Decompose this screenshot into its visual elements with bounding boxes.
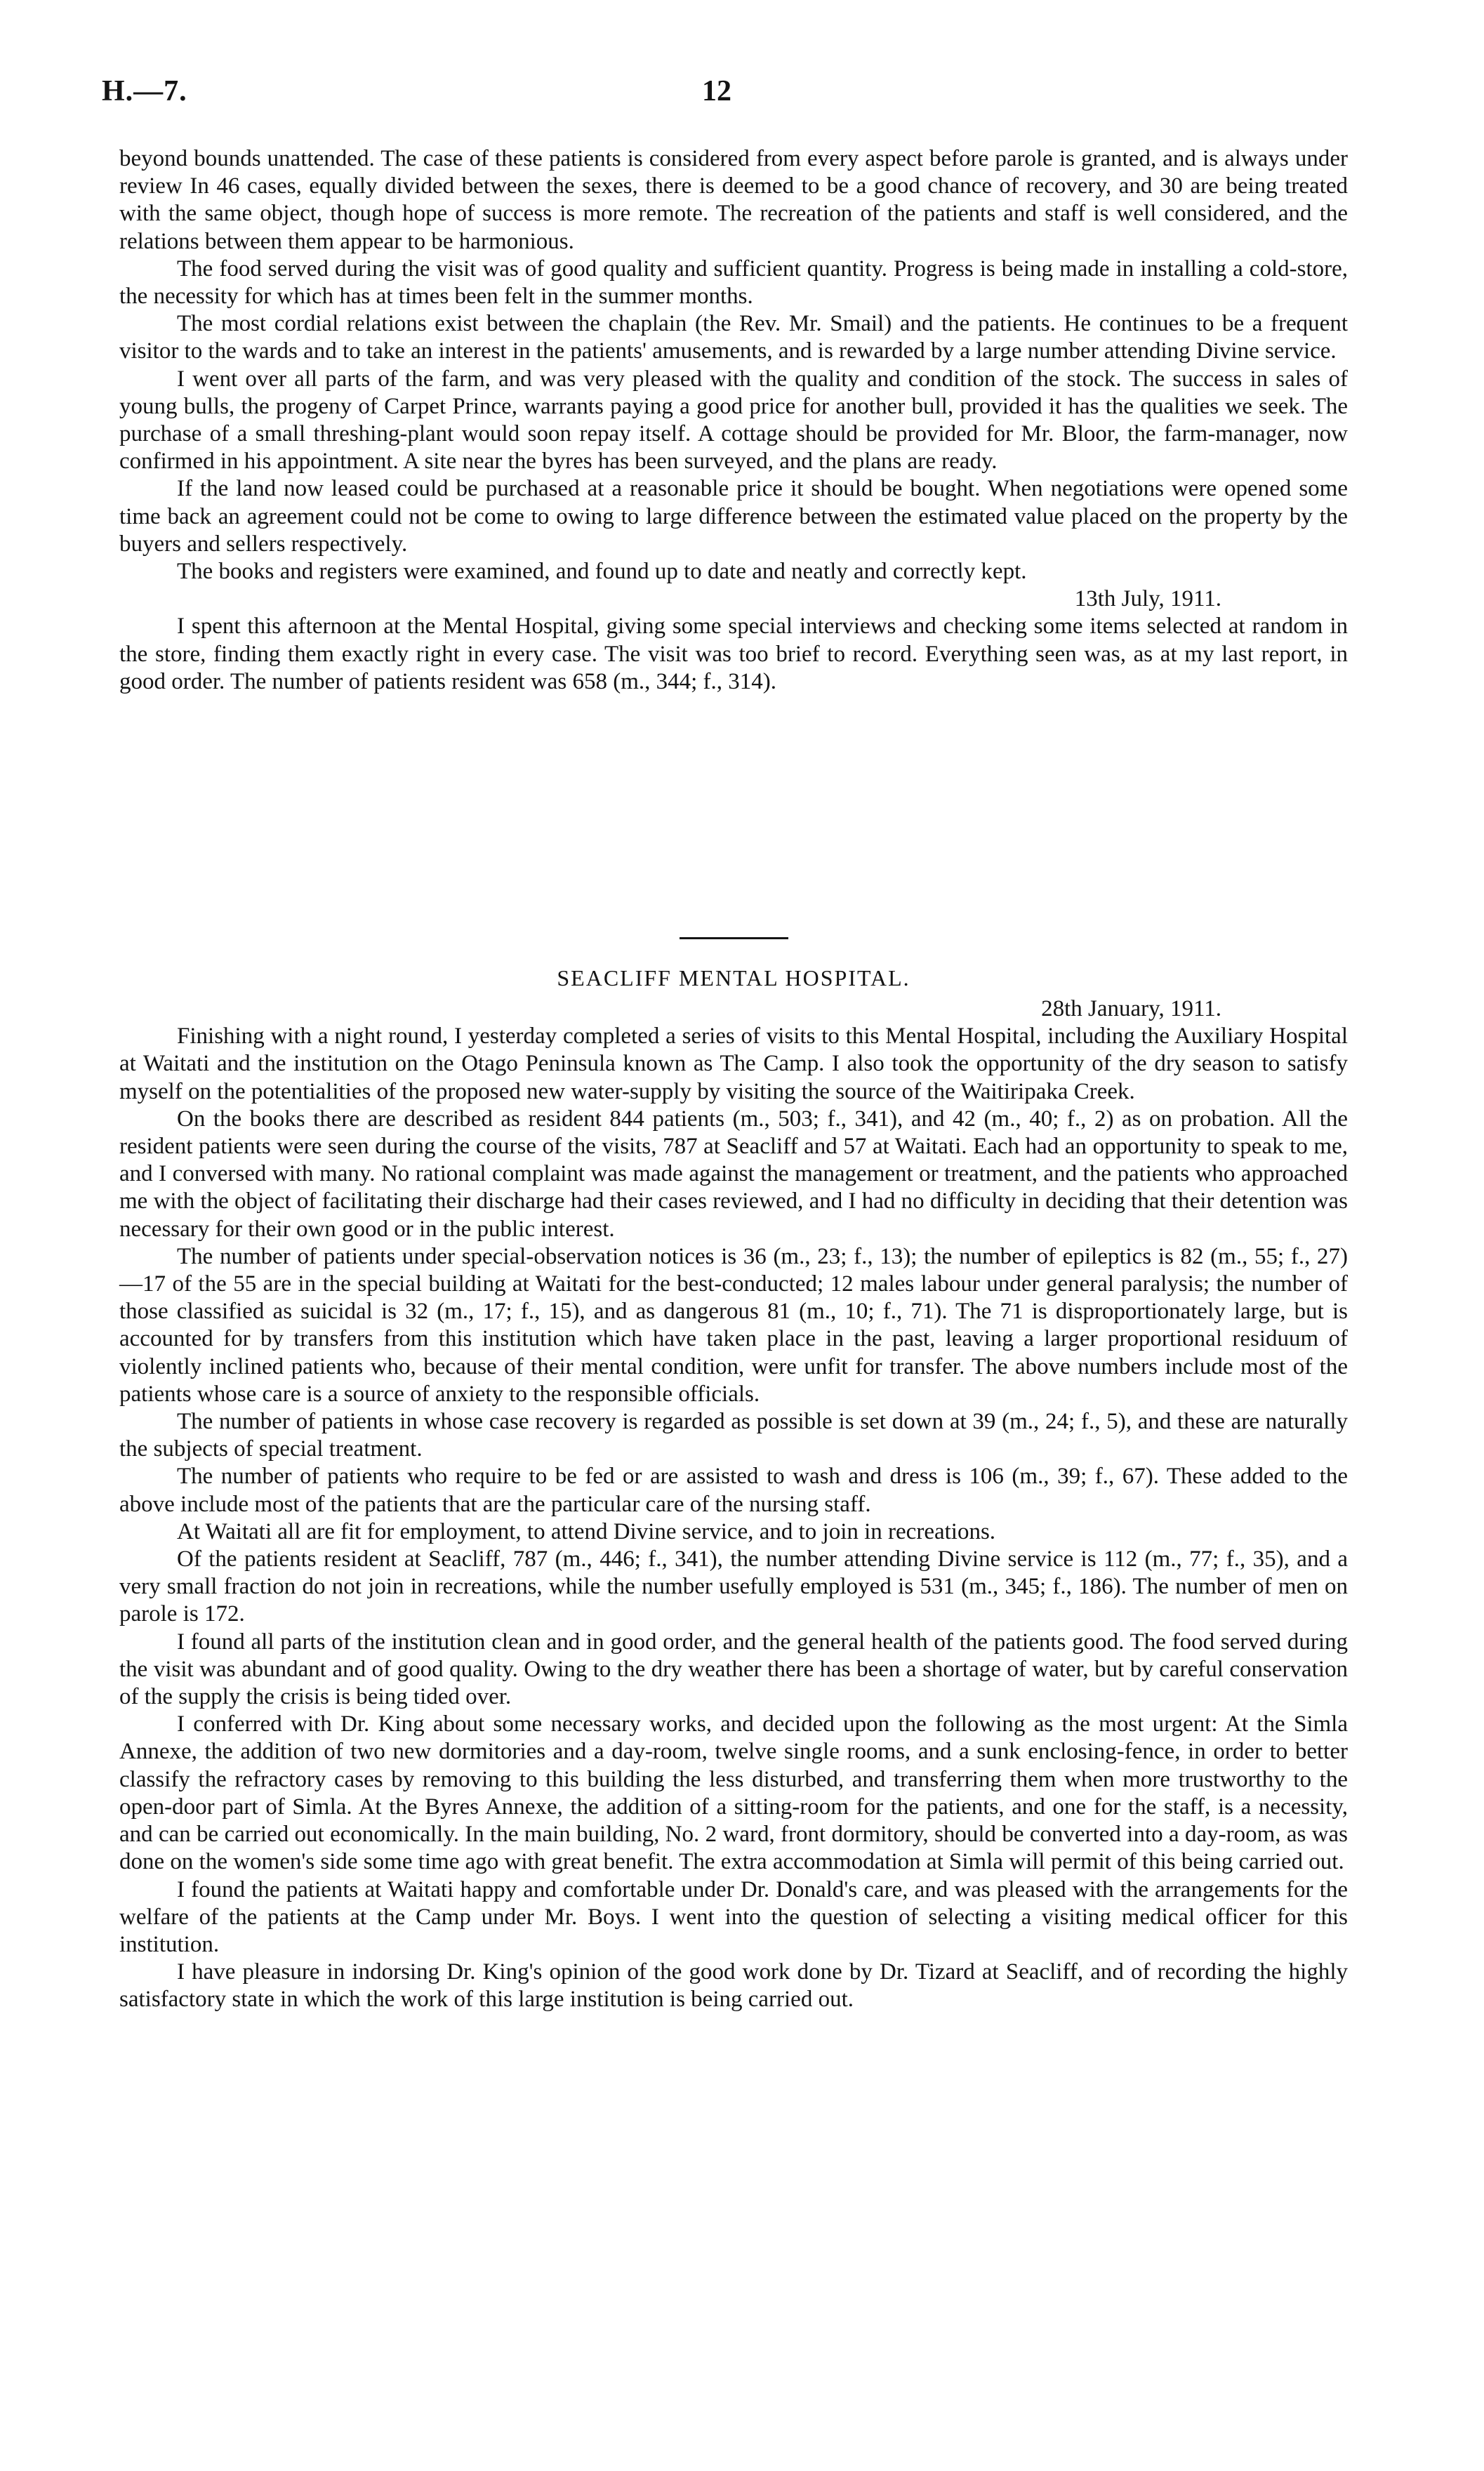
- paragraph: Finishing with a night round, I yesterday completed a series of visits to this Mental Hospital, including the Auxiliary Hospital at Waitati and the institution on the Otago Peninsula known as The Camp. I also took the opportunity of the dry season to satisfy myself on the potentialities of the proposed new water-supply by visiting the source of the Waitiripaka Creek.: [119, 1023, 1348, 1104]
- paragraph: I found the patients at Waitati happy and comfortable under Dr. Donald's care, and was pleased with the arrangements for the welfare of the patients at the Camp under Mr. Boys. I went into the question of selecting a visiting medical officer for this institution.: [119, 1876, 1348, 1957]
- seacliff-report: [119, 995, 1348, 2014]
- paragraph: I conferred with Dr. King about some necessary works, and decided upon the following as the most urgent: At the Simla Annexe, the addition of two new dormitories and a day-room, twelve single rooms, and a sunk enclosing-fence, in order to better classify the refractory cases by removing to this building the less disturbed, and transferring them when more trustworthy to the open-door part of Simla. At the Byres Annexe, the addition of a sitting-room for the patients, and one for the staff, is a necessity, and can be carried out economically. In the main building, No. 2 ward, front dormitory, should be converted into a day-room, as was done on the women's side some time ago with great benefit. The extra accommodation at Simla will permit of this being carried out.: [119, 1711, 1348, 1875]
- paragraph: I have pleasure in indorsing Dr. King's opinion of the good work done by Dr. Tizard at Seacliff, and of recording the highly satisfactory state in which the work of this large institution is being carried out.: [119, 1959, 1348, 2013]
- dunedin-report-continuation: [119, 145, 1348, 696]
- visit-date: 13th July, 1911.: [1074, 586, 1221, 612]
- visit-date: 28th January, 1911.: [1041, 996, 1221, 1021]
- paragraph: The number of patients who require to be fed or are assisted to wash and dress is 106 (m., 39; f., 67). These added to the above include most of the patients that are the particular care of the nursing staff.: [119, 1464, 1348, 1517]
- paragraph: beyond bounds unattended. The case of these patients is considered from every aspect before parole is granted, and is always under review In 46 cases, equally divided between the sexes, there is deemed to be a good chance of recovery, and 30 are being treated with the same object, though hope of success is more remote. The recreation of the patients and staff is well considered, and the relations between them appear to be harmonious.: [119, 146, 1348, 254]
- paragraph: The food served during the visit was of good quality and sufficient quantity. Progress is being made in installing a cold-store, the necessity for which has at times been felt in the summer months.: [119, 256, 1348, 310]
- paragraph: I went over all parts of the farm, and was very pleased with the quality and condition of the stock. The success in sales of young bulls, the progeny of Carpet Prince, warrants paying a good price for another bull, provided it has the qualities we seek. The purchase of a small threshing-plant would soon repay itself. A cottage should be provided for Mr. Bloor, the farm-manager, now confirmed in his appointment. A site near the byres has been surveyed, and the plans are ready.: [119, 366, 1348, 475]
- section-heading: SEACLIFF MENTAL HOSPITAL.: [557, 965, 910, 991]
- paragraph: The number of patients in whose case recovery is regarded as possible is set down at 39 (m., 24; f., 5), and these are naturally the subjects of special treatment.: [119, 1409, 1348, 1462]
- paragraph: The most cordial relations exist between the chaplain (the Rev. Mr. Smail) and the patients. He continues to be a frequent visitor to the wards and to take an interest in the patients' amusements, and is rewarded by a large number attending Divine service.: [119, 311, 1348, 364]
- paragraph: The books and registers were examined, and found up to date and neatly and correctly kept.: [177, 559, 1027, 585]
- paragraph: I spent this afternoon at the Mental Hospital, giving some special interviews and checking some items selected at random in the store, finding them exactly right in every case. The visit was too brief to record. Everything seen was, as at my last report, in good order. The number of patients resident was 658 (m., 344; f., 314).: [119, 614, 1348, 694]
- section-divider: [680, 937, 788, 939]
- paragraph: If the land now leased could be purchased at a reasonable price it should be bought. When negotiations were opened some time back an agreement could not be come to owing to large difference between the estimated value placed on the property by the buyers and sellers respectively.: [119, 476, 1348, 557]
- paragraph: On the books there are described as resident 844 patients (m., 503; f., 341), and 42 (m., 40; f., 2) as on probation. All the resident patients were seen during the course of the visits, 787 at Seacliff and 57 at Waitati. Each had an opportunity to speak to me, and I conversed with many. No rational complaint was made against the management or treatment, and the patients who approached me with the object of facilitating their discharge had their cases reviewed, and I had no difficulty in deciding that their detention was necessary for their own good or in the public interest.: [119, 1106, 1348, 1242]
- paragraph: The number of patients under special-observation notices is 36 (m., 23; f., 13); the number of epileptics is 82 (m., 55; f., 27)—17 of the 55 are in the special building at Waitati for the best-conducted; 12 males labour under general paralysis; the number of those classified as suicidal is 32 (m., 17; f., 15), and as dangerous 81 (m., 10; f., 71). The 71 is disproportionately large, but is accounted for by transfers from this institution which have taken place in the past, leaving a larger proportional residuum of violently inclined patients who, because of their mental condition, were unfit for transfer. The above numbers include most of the patients whose care is a source of anxiety to the responsible officials.: [119, 1243, 1348, 1407]
- paragraph: I found all parts of the institution clean and in good order, and the general health of the patients good. The food served during the visit was abundant and of good quality. Owing to the dry weather there has been a shortage of water, but by careful conservation of the supply the crisis is being tided over.: [119, 1629, 1348, 1710]
- paragraph: Of the patients resident at Seacliff, 787 (m., 446; f., 341), the number attending Divine service is 112 (m., 77; f., 35), and a very small fraction do not join in recreations, while the number usefully employed is 531 (m., 345; f., 186). The number of men on parole is 172.: [119, 1546, 1348, 1627]
- report-reference: H.—7.: [102, 75, 187, 107]
- paragraph: At Waitati all are fit for employment, to attend Divine service, and to join in recreations.: [177, 1518, 996, 1544]
- page-number: 12: [702, 75, 731, 107]
